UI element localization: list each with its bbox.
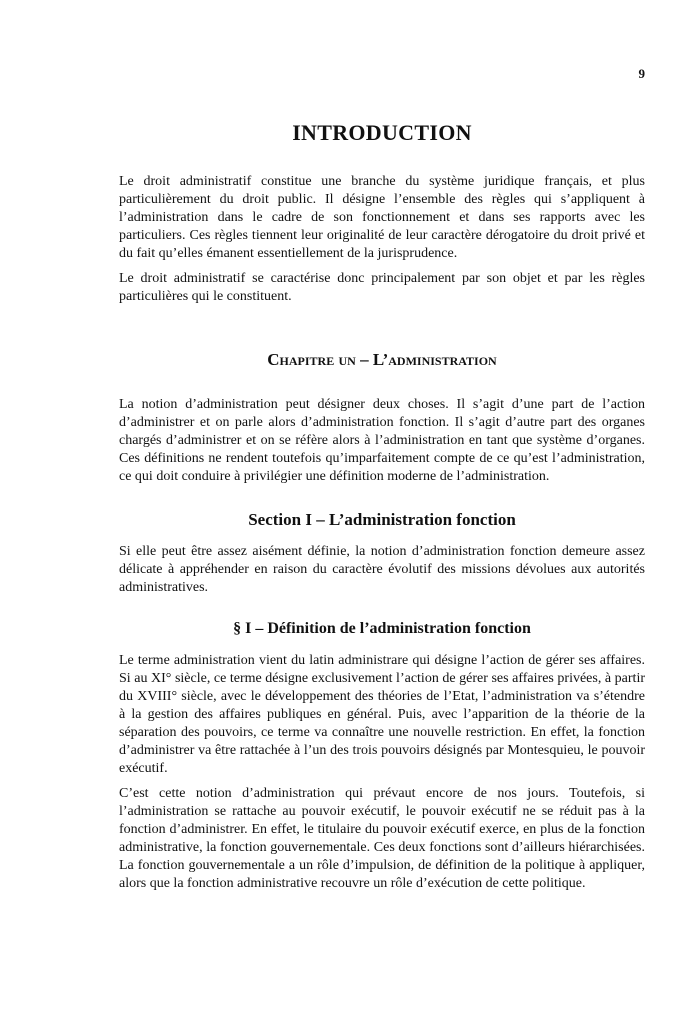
introduction-title: INTRODUCTION <box>292 120 472 145</box>
introduction-paragraph: Le droit administratif se caractérise donc principalement par son objet et par les règles particulières qui le constituent. <box>119 271 645 304</box>
subsection-paragraph: Le terme administration vient du latin administrare qui désigne l’action de gérer ses affaires. Si au XI° siècle, ce terme désigne exclusivement l’action de gérer ses affaires privées, à partir du XVIII° siècle, avec le développement des théories de l’Etat, l’administration va s’étendre à la gestion des affaires publiques en général. Puis, avec l’apparition de la théorie de la séparation des pouvoirs, ce terme va connaître une nouvelle restriction. En effet, la fonction d’administrer va être rattachée à l’un des trois pouvoirs désignés par Montesquieu, le pouvoir exécutif. <box>119 653 645 776</box>
page-content <box>119 118 645 893</box>
section-paragraph: Si elle peut être assez aisément définie, la notion d’administration fonction demeure assez délicate à appréhender en raison du caractère évolutif des missions dévolues aux autorités administratives. <box>119 544 645 595</box>
page-number: 9 <box>638 66 645 81</box>
chapter-title: Chapitre un – L’administration <box>267 350 497 369</box>
section-title: Section I – L’administration fonction <box>248 510 516 529</box>
subsection-paragraph: C’est cette notion d’administration qui prévaut encore de nos jours. Toutefois, si l’administration se rattache au pouvoir exécutif, le pouvoir exécutif ne se réduit pas à la fonction d’administrer. En effet, le titulaire du pouvoir exécutif exerce, en plus de la fonction administrative, la fonction gouvernementale. Ces deux fonctions sont d’ailleurs hiérarchisées. La fonction gouvernementale a un rôle d’impulsion, de définition de la politique à appliquer, alors que la fonction administrative recouvre un rôle d’exécution de cette politique. <box>119 786 645 891</box>
subsection-title: § I – Définition de l’administration fonction <box>233 620 531 637</box>
chapter-paragraph: La notion d’administration peut désigner deux choses. Il s’agit d’une part de l’action d’administrer et on parle alors d’administration fonction. Il s’agit d’autre part des organes chargés d’administrer et on se réfère alors à l’administration en tant que système d’organes. Ces définitions ne rendent toutefois qu’imparfaitement compte de ce qu’est l’administration, ce qui doit conduire à privilégier une définition moderne de l’administration. <box>119 397 645 484</box>
introduction-paragraph: Le droit administratif constitue une branche du système juridique français, et plus particulièrement du droit public. Il désigne l’ensemble des règles qui s’appliquent à l’administration dans le cadre de son fonctionnement et dans ses rapports avec les particuliers. Ces règles tiennent leur originalité de leur caractère dérogatoire du droit privé et du fait qu’elles émanent essentiellement de la jurisprudence. <box>119 174 645 261</box>
